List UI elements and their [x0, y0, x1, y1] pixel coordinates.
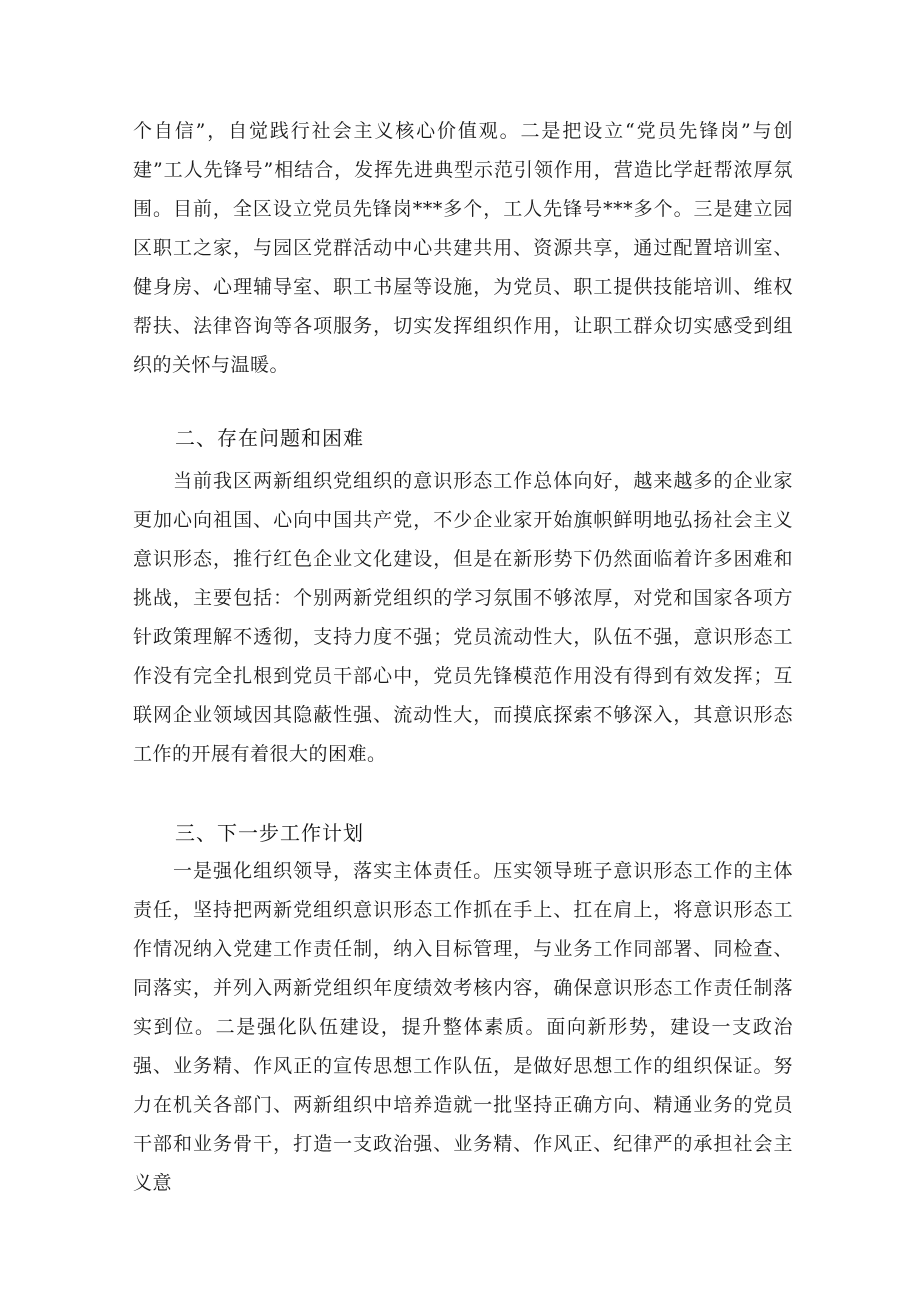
paragraph-problems: 当前我区两新组织党组织的意识形态工作总体向好，越来越多的企业家更加心向祖国、心向中国共产党，不少企业家开始旗帜鲜明地弘扬社会主义意识形态，推行红色企业文化建设，但是在新形势下仍然面临着许多困难和挑战，主要包括：个别两新党组织的学习氛围不够浓厚，对党和国家各项方针政策理解不透彻，支持力度不强；党员流动性大，队伍不强，意识形态工作没有完全扎根到党员干部心中，党员先锋模范作用没有得到有效发挥；互联网企业领域因其隐蔽性强、流动性大，而摸底探索不够深入，其意识形态工作的开展有着很大的困难。: [133, 470, 793, 765]
paragraph-next-plan: 一是强化组织领导，落实主体责任。压实领导班子意识形态工作的主体责任，坚持把两新党组织意识形态工作抓在手上、扛在肩上，将意识形态工作情况纳入党建工作责任制，纳入目标管理，与业务工作同部署、同检查、同落实，并列入两新党组织年度绩效考核内容，确保意识形态工作责任制落实到位。二是强化队伍建设，提升整体素质。面向新形势，建设一支政治强、业务精、作风正的宣传思想工作队伍，是做好思想工作的组织保证。努力在机关各部门、两新组织中培养造就一批坚持正确方向、精通业务的党员干部和业务骨干，打造一支政治强、业务精、作风正、纪律严的承担社会主义意: [133, 860, 793, 1194]
section-heading-next-plan: 三、下一步工作计划: [175, 821, 364, 845]
paragraph-continued: 个自信”，自觉践行社会主义核心价值观。二是把设立“党员先锋岗”与创建”工人先锋号”相结合，发挥先进典型示范引领作用，营造比学赶帮浓厚氛围。目前，全区设立党员先锋岗***多个，工人先锋号***多个。三是建立园区职工之家，与园区党群活动中心共建共用、资源共享，通过配置培训室、健身房、心理辅导室、职工书屋等设施，为党员、职工提供技能培训、维权帮扶、法律咨询等各项服务，切实发挥组织作用，让职工群众切实感受到组织的关怀与温暖。: [133, 120, 793, 376]
section-heading-problems: 二、存在问题和困难: [175, 426, 364, 450]
